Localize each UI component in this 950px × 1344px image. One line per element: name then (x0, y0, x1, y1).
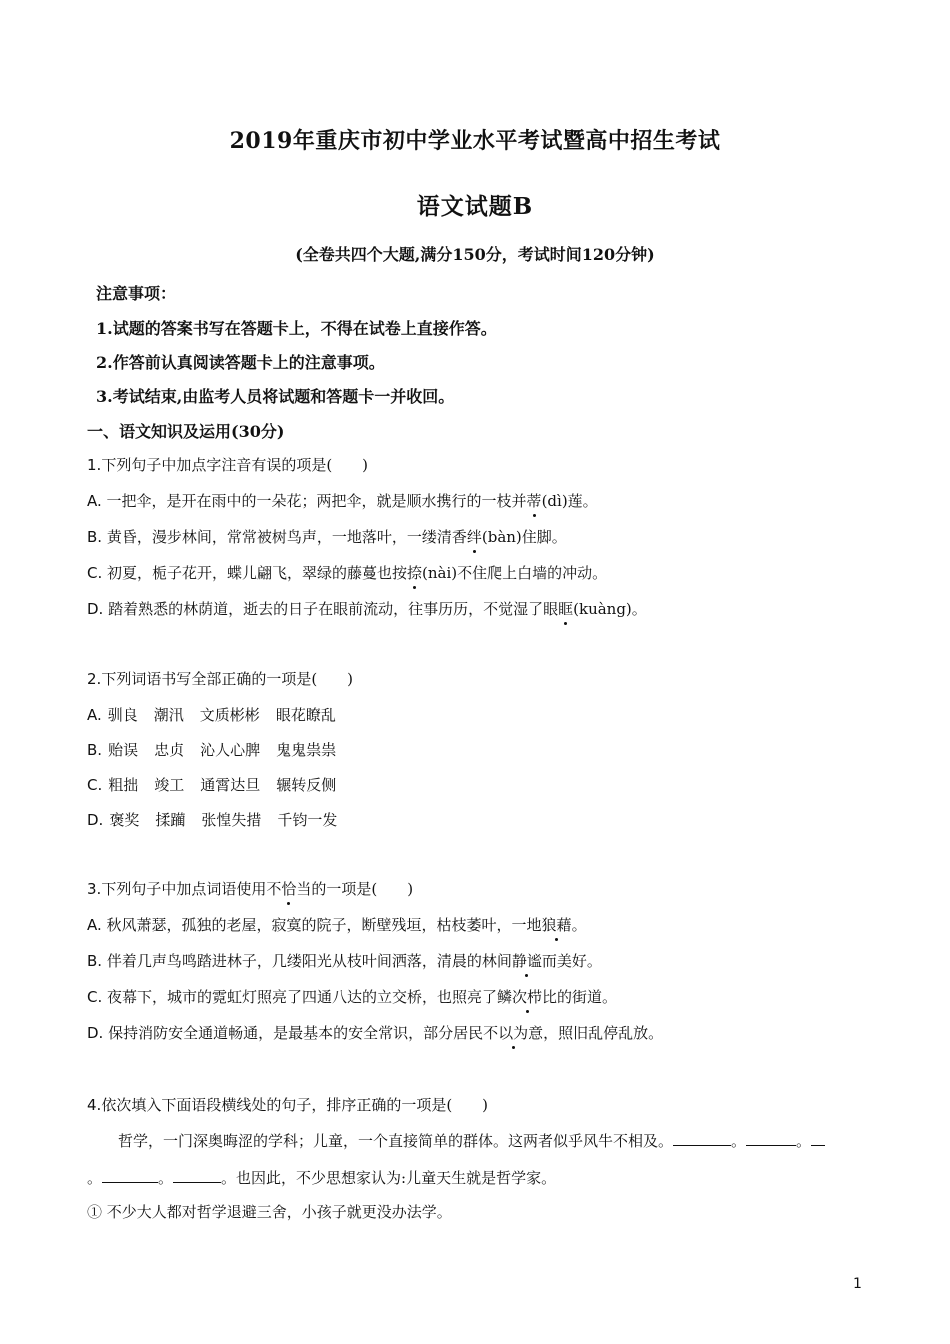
option-label: D. (87, 811, 104, 829)
notice-item-3: 3.考试结束,由监考人员将试题和答题卡一并收回。 (96, 387, 455, 406)
q3-option-c (87, 986, 617, 1007)
word: 褒奖 (109, 811, 140, 829)
option-text-tail: (bàn)住脚。 (481, 528, 567, 546)
dotted-char: 蒂 (526, 492, 542, 510)
dotted-word: 鳞次栉比 (497, 988, 558, 1006)
q2-option-c (87, 774, 352, 795)
word: 驯良 (107, 706, 138, 724)
q4-item-1: ① 不少大人都对哲学退避三舍，小孩子就更没办法学。 (87, 1203, 452, 1221)
question-1-stem (87, 454, 368, 475)
exam-meta: (全卷共四个大题,满分150分，考试时间120分钟) (295, 245, 655, 264)
option-text: 初夏，栀子花开，蝶儿翩飞，翠绿的藤蔓也按 (102, 564, 408, 582)
notice-heading: 注意事项： (96, 284, 177, 303)
option-label: B. (87, 741, 103, 759)
word: 张惶失措 (201, 811, 262, 829)
option-text: 一把伞，是开在雨中的一朵花；两把伞，就是顺水携行的一枝并 (101, 492, 527, 510)
notice-item-1: 1.试题的答案书写在答题卡上，不得在试卷上直接作答。 (96, 319, 497, 338)
option-label: A. (87, 492, 102, 510)
option-label: A. (87, 706, 102, 724)
word: 文质彬彬 (199, 706, 260, 724)
word: 粗拙 (108, 776, 139, 794)
question-number: 4. (87, 1096, 102, 1114)
option-text-tail: (kuàng)。 (573, 600, 647, 618)
option-label: B. (87, 528, 103, 546)
q3-option-d (87, 1022, 663, 1043)
q2-option-a (87, 704, 352, 725)
question-number: 2. (87, 670, 102, 688)
option-text-tail: 。 (571, 916, 587, 934)
page-number: 1 (853, 1276, 862, 1292)
q1-option-a (87, 490, 598, 511)
blank-punct: 。 (796, 1132, 812, 1150)
option-text-tail: 而美好。 (541, 952, 602, 970)
question-4-stem (87, 1094, 488, 1115)
question-text: 下列句子中加点词语使用 (101, 880, 267, 898)
fill-blank (102, 1168, 158, 1183)
option-text-tail: (dì)莲。 (541, 492, 598, 510)
dotted-char: 眶 (558, 600, 574, 618)
option-text-tail: 的街道。 (557, 988, 618, 1006)
word: 忠贞 (154, 741, 185, 759)
word: 通霄达旦 (200, 776, 261, 794)
q1-option-d (87, 598, 647, 619)
q1-option-c (87, 562, 607, 583)
exam-title: 2019年重庆市初中学业水平考试暨高中招生考试 (229, 128, 721, 154)
q3-option-a (87, 914, 587, 935)
option-text-tail: ，照旧乱停乱放。 (543, 1024, 664, 1042)
exam-subtitle: 语文试题B (416, 193, 534, 220)
blank-punct: 。 (158, 1169, 174, 1187)
word: 辗转反侧 (276, 776, 337, 794)
passage-text: 。也因此，不少思想家认为:儿童天生就是哲学家。 (221, 1169, 557, 1187)
option-text-tail: (nài)不住爬上白墙的冲动。 (422, 564, 608, 582)
word: 揉躏 (155, 811, 186, 829)
q2-option-d (87, 809, 353, 830)
option-text: 伴着几声鸟鸣踏进林子，几缕阳光从枝叶间洒落，清晨的林间 (102, 952, 512, 970)
question-text-tail: 的一项是( ) (311, 880, 414, 898)
word: 贻误 (108, 741, 139, 759)
option-label: A. (87, 916, 102, 934)
word: 竣工 (154, 776, 185, 794)
question-3-stem (87, 878, 413, 899)
dotted-word: 不以为意 (483, 1024, 544, 1042)
q4-passage-line-2 (87, 1167, 556, 1188)
question-2-stem (87, 668, 353, 689)
option-text: 黄昏，漫步林间，常常被树鸟声，一地落叶，一缕清香 (102, 528, 467, 546)
word: 鬼鬼祟祟 (276, 741, 337, 759)
dotted-char: 绊 (466, 528, 482, 546)
dotted-char: 捺 (407, 564, 423, 582)
dotted-word: 狼藉 (541, 916, 572, 934)
blank-punct: 。 (87, 1169, 103, 1187)
fill-blank (811, 1131, 825, 1146)
option-text: 秋风萧瑟，孤独的老屋，寂寞的院子，断壁残垣，枯枝萎叶，一地 (101, 916, 542, 934)
option-label: C. (87, 776, 103, 794)
q3-option-b (87, 950, 602, 971)
word: 沁人心脾 (200, 741, 261, 759)
word: 潮汛 (153, 706, 184, 724)
fill-blank (746, 1131, 796, 1146)
notice-item-2: 2.作答前认真阅读答题卡上的注意事项。 (96, 353, 385, 372)
question-number: 3. (87, 880, 102, 898)
fill-blank (173, 1168, 221, 1183)
question-text: 下列词语书写全部正确的一项是( ) (101, 670, 354, 688)
passage-text: 哲学，一门深奥晦涩的学科；儿童，一个直接简单的群体。这两者似乎风牛不相及。 (118, 1132, 674, 1150)
q1-option-b (87, 526, 567, 547)
option-text: 夜幕下，城市的霓虹灯照亮了四通八达的立交桥，也照亮了 (102, 988, 498, 1006)
word: 千钧一发 (277, 811, 338, 829)
dotted-char: 不恰当 (266, 880, 312, 898)
option-label: C. (87, 988, 103, 1006)
option-label: D. (87, 1024, 104, 1042)
section-heading: 一、语文知识及运用(30分) (87, 422, 285, 441)
option-text: 踏着熟悉的林荫道，逝去的日子在眼前流动，往事历历，不觉湿了眼 (103, 600, 559, 618)
option-label: D. (87, 600, 104, 618)
option-text: 保持消防安全通道畅通，是最基本的安全常识，部分居民 (103, 1024, 484, 1042)
fill-blank (673, 1131, 731, 1146)
question-text: 下列句子中加点字注音有误的项是( ) (101, 456, 369, 474)
q4-passage-line-1 (118, 1130, 825, 1151)
option-label: B. (87, 952, 103, 970)
word: 眼花瞭乱 (275, 706, 336, 724)
question-text: 依次填入下面语段横线处的句子，排序正确的一项是( ) (101, 1096, 489, 1114)
option-label: C. (87, 564, 103, 582)
question-number: 1. (87, 456, 102, 474)
dotted-word: 静谧 (511, 952, 542, 970)
blank-punct: 。 (731, 1132, 747, 1150)
q2-option-b (87, 739, 352, 760)
